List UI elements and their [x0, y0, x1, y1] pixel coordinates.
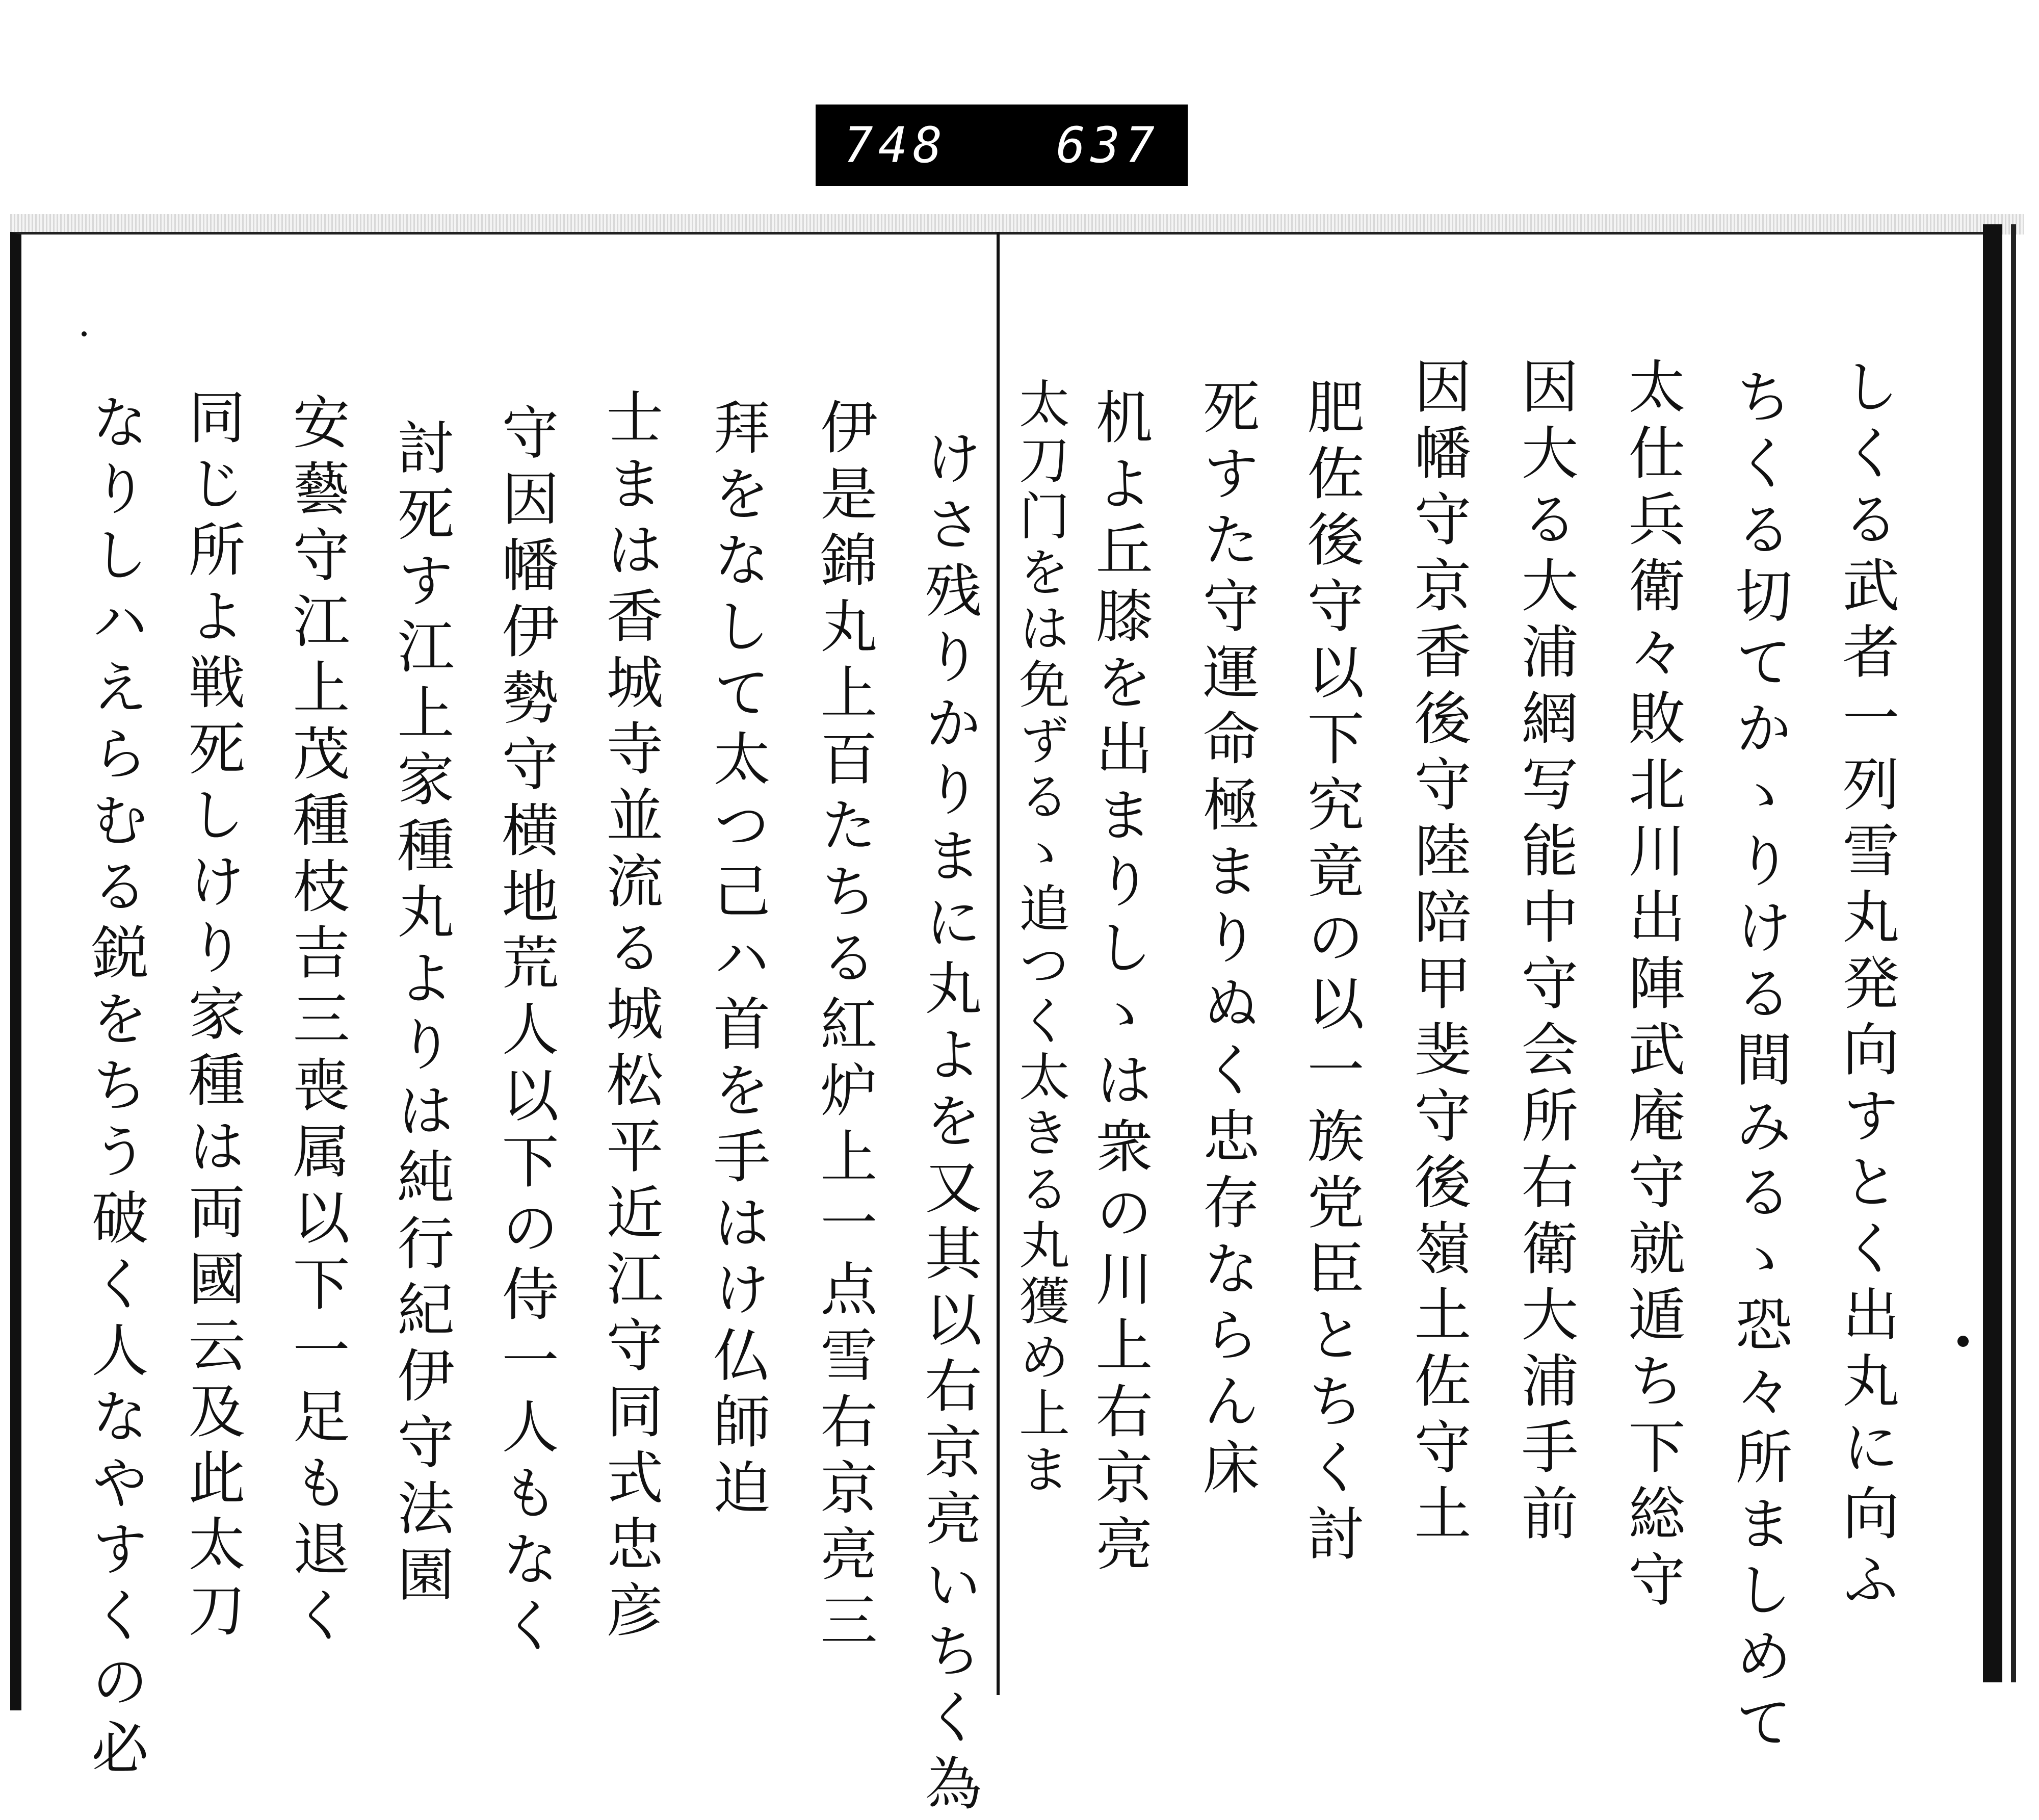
left-column-9: なりしハえらむる鋭をちう破く人なやすくの必	[82, 393, 148, 1784]
right-column-9: 太刀门をは免ずるゝ追つく太きる丸獲め上ま	[1010, 377, 1070, 1499]
archive-label-plate	[816, 105, 1188, 186]
right-column-2: ちくる切てかゝりける間みるゝ恐々所ましめて	[1726, 367, 1792, 1759]
right-column-6: 肥佐後守以下究竟の以一族党臣とちく討	[1298, 377, 1364, 1570]
right-column-1: しくる武者一列雪丸発向すとく出丸に向ふ	[1833, 357, 1899, 1616]
left-column-7: 安藝守江上茂種枝吉三喪属以下一足も退く	[283, 393, 350, 1652]
ink-dot	[1957, 1336, 1969, 1347]
book-right-edge	[1983, 224, 2002, 1682]
label-left-number: 748	[844, 117, 948, 174]
left-column-2: 伊是錦丸上百たちる紅炉上一点雪右京亮三	[811, 398, 877, 1657]
right-column-3: 太仕兵衛々敗北川出陣武庵守就遁ち下総守	[1619, 357, 1685, 1616]
right-column-5: 因幡守京香後守陸陪甲斐守後嶺土佐守土	[1405, 357, 1471, 1550]
left-column-8: 同じ所よ戦死しけり家種は両國云及此太刀	[179, 387, 245, 1647]
book-spine	[997, 232, 1000, 1695]
right-column-8: 机よ丘膝を出まりしゝは衆の川上右京亮	[1086, 387, 1153, 1580]
left-column-3: 拜をなして太つ己ハ首を手はけ仏師迫	[704, 398, 770, 1524]
book-right-edge-thin	[2011, 224, 2016, 1682]
book-top-edge	[10, 214, 2024, 235]
left-column-4: 士まは香城寺並流る城松平近江守同式忠彦	[597, 387, 663, 1647]
left-column-5: 守因幡伊勢守横地荒人以下の侍一人もなく	[492, 403, 559, 1662]
left-column-6: 討死す江上家種丸よりは純行紀伊守法園	[388, 418, 454, 1611]
left-column-1: けさ残りかりまに丸よを又其以右京亮いちく為	[916, 428, 982, 1820]
ink-speck	[82, 331, 87, 336]
label-right-number: 637	[1056, 117, 1160, 174]
right-column-4: 因大る大浦網写能中守会所右衛大浦手前	[1512, 357, 1578, 1550]
right-column-7: 死すた守運命極まりぬく忠存ならん床	[1193, 377, 1260, 1504]
